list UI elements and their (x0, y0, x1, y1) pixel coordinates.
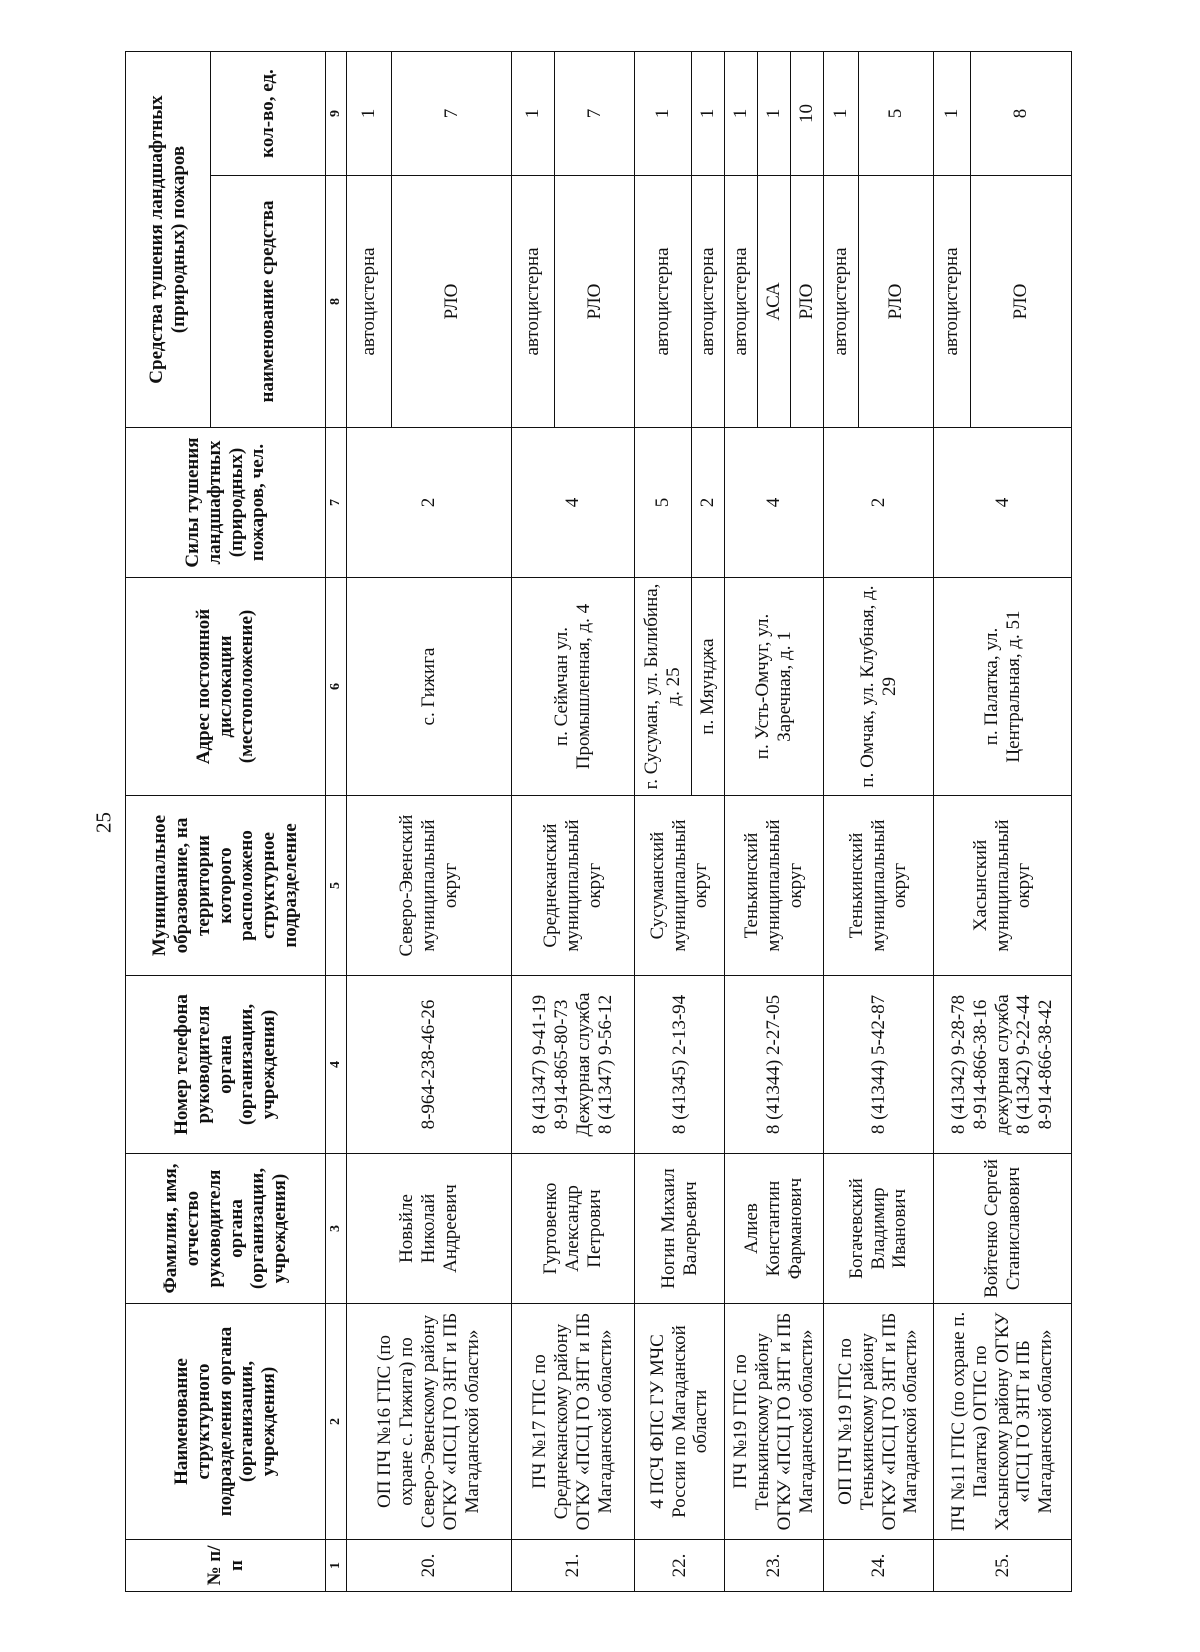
row-sub-means-qty: 1 (692, 52, 725, 176)
table-row (347, 52, 392, 1592)
row-means-name: АСА (758, 176, 791, 428)
header-forces: Силы тушения ландшафтных (природных) пожаров, чел. (126, 428, 326, 578)
header-means: Средства тушения ландшафтных (природных) пожаров (126, 52, 211, 428)
col-number: 4 (326, 976, 347, 1154)
row-num: 24. (824, 1540, 934, 1592)
page-number: 25 (91, 812, 116, 833)
row-means-name: автоцистерна (512, 176, 555, 428)
col-number: 6 (326, 578, 347, 796)
row-forces: 4 (934, 428, 1072, 578)
row-unit-name: ПЧ №19 ГПС по Тенькинскому району ОГКУ «ПСЦ ГО ЗНТ и ПБ Магаданской области» (725, 1304, 824, 1540)
table-row (934, 52, 971, 1592)
row-address: п. Усть-Омчуг, ул. Заречная, д. 1 (725, 578, 824, 796)
row-phone: 8-964-238-46-26 (347, 976, 512, 1154)
row-head-name: Новьйле Николай Андреевич (347, 1154, 512, 1304)
col-number: 1 (326, 1540, 347, 1592)
row-means-qty: 1 (347, 52, 392, 176)
row-phone: 8 (41345) 2-13-94 (635, 976, 725, 1154)
header-phone: Номер телефона руководителя органа (организации, учреждения) (126, 976, 326, 1154)
row-means-name: автоцистерна (347, 176, 392, 428)
table-row (512, 52, 555, 1592)
row-means-qty: 5 (859, 52, 934, 176)
row-forces: 4 (512, 428, 635, 578)
col-number: 7 (326, 428, 347, 578)
row-num: 22. (635, 1540, 725, 1592)
row-municipality: Тенькинский муниципальный округ (824, 796, 934, 976)
rotated-table-wrapper (125, 52, 1145, 1592)
row-forces: 4 (725, 428, 824, 578)
table-row (725, 52, 758, 1592)
row-address: с. Гижига (347, 578, 512, 796)
row-num: 20. (347, 1540, 512, 1592)
row-means-name: автоцистерна (934, 176, 971, 428)
header-address: Адрес постоянной дислокации (местоположение) (126, 578, 326, 796)
row-means-qty: 10 (791, 52, 824, 176)
row-means-name: РЛО (791, 176, 824, 428)
row-unit-name: ОП ПЧ №16 ГПС (по охране с. Гижига) по Северо-Эвенскому району ОГКУ «ПСЦ ГО ЗНТ и ПБ Магаданской области» (347, 1304, 512, 1540)
row-means-qty: 1 (758, 52, 791, 176)
row-municipality: Хасынский муниципальный округ (934, 796, 1072, 976)
row-address: п. Омчак, ул. Клубная, д. 29 (824, 578, 934, 796)
header-means-name: наименование средства (211, 176, 326, 428)
row-means-qty: 7 (392, 52, 512, 176)
row-means-name: РЛО (859, 176, 934, 428)
row-address: п. Палатка, ул. Центральная, д. 51 (934, 578, 1072, 796)
row-head-name: Ногин Михаил Валерьевич (635, 1154, 725, 1304)
row-means-qty: 1 (725, 52, 758, 176)
row-phone: 8 (41342) 9-28-78 8-914-866-38-16 дежурная служба 8 (41342) 9-22-44 8-914-866-38-42 (934, 976, 1072, 1154)
row-means-qty: 1 (512, 52, 555, 176)
row-sub-means-name: автоцистерна (692, 176, 725, 428)
row-sub-forces: 2 (692, 428, 725, 578)
row-means-name: автоцистерна (824, 176, 859, 428)
row-unit-name: ОП ПЧ №19 ГПС по Тенькинскому району ОГКУ «ПСЦ ГО ЗНТ и ПБ Магаданской области» (824, 1304, 934, 1540)
row-num: 23. (725, 1540, 824, 1592)
row-head-name: Гуртовенко Александр Петрович (512, 1154, 635, 1304)
row-municipality: Северо-Эвенский муниципальный округ (347, 796, 512, 976)
row-municipality: Среднеканский муниципальный округ (512, 796, 635, 976)
row-unit-name: 4 ПСЧ ФПС ГУ МЧС России по Магаданской области (635, 1304, 725, 1540)
row-phone: 8 (41344) 2-27-05 (725, 976, 824, 1154)
header-municipality: Муниципальное образование, на территории которого расположено структурное подразделение (126, 796, 326, 976)
row-address: г. Сусуман, ул. Билибина, д. 25 (635, 578, 692, 796)
row-phone: 8 (41347) 9-41-19 8-914-865-80-73 Дежурная служба 8 (41347) 9-56-12 (512, 976, 635, 1154)
col-number: 3 (326, 1154, 347, 1304)
table-row (824, 52, 859, 1592)
header-means-qty: кол-во, ед. (211, 52, 326, 176)
row-means-name: автоцистерна (725, 176, 758, 428)
fire-units-table (125, 51, 1072, 1592)
col-number: 9 (326, 52, 347, 176)
row-forces: 5 (635, 428, 692, 578)
row-address: п. Сеймчан ул. Промышленная, д. 4 (512, 578, 635, 796)
header-head-name: Фамилия, имя, отчество руководителя органа (организации, учреждения) (126, 1154, 326, 1304)
row-num: 21. (512, 1540, 635, 1592)
row-head-name: Войтенко Сергей Станиславович (934, 1154, 1072, 1304)
row-means-qty: 1 (934, 52, 971, 176)
header-unit-name: Наименование структурного подразделения органа (организации, учреждения) (126, 1304, 326, 1540)
row-forces: 2 (347, 428, 512, 578)
row-means-name: РЛО (555, 176, 635, 428)
row-sub-address: п. Мяунджа (692, 578, 725, 796)
row-means-name: РЛО (392, 176, 512, 428)
row-means-qty: 7 (555, 52, 635, 176)
row-municipality: Тенькинский муниципальный округ (725, 796, 824, 976)
row-head-name: Богачевский Владимир Иванович (824, 1154, 934, 1304)
table-row (635, 52, 692, 1592)
row-means-name: автоцистерна (635, 176, 692, 428)
header-num: № п/п (126, 1540, 326, 1592)
row-means-name: РЛО (971, 176, 1072, 428)
row-means-qty: 1 (824, 52, 859, 176)
row-forces: 2 (824, 428, 934, 578)
col-number: 8 (326, 176, 347, 428)
row-unit-name: ПЧ №11 ГПС (по охране п. Палатка) ОГПС по Хасынскому району ОГКУ «ПСЦ ГО ЗНТ и ПБ Магаданской области» (934, 1304, 1072, 1540)
row-municipality: Сусуманский муниципальный округ (635, 796, 725, 976)
col-number: 2 (326, 1304, 347, 1540)
row-means-qty: 1 (635, 52, 692, 176)
row-num: 25. (934, 1540, 1072, 1592)
col-number: 5 (326, 796, 347, 976)
row-means-qty: 8 (971, 52, 1072, 176)
row-head-name: Алиев Константин Фарманович (725, 1154, 824, 1304)
row-unit-name: ПЧ №17 ГПС по Среднеканскому району ОГКУ «ПСЦ ГО ЗНТ и ПБ Магаданской области» (512, 1304, 635, 1540)
row-phone: 8 (41344) 5-42-87 (824, 976, 934, 1154)
